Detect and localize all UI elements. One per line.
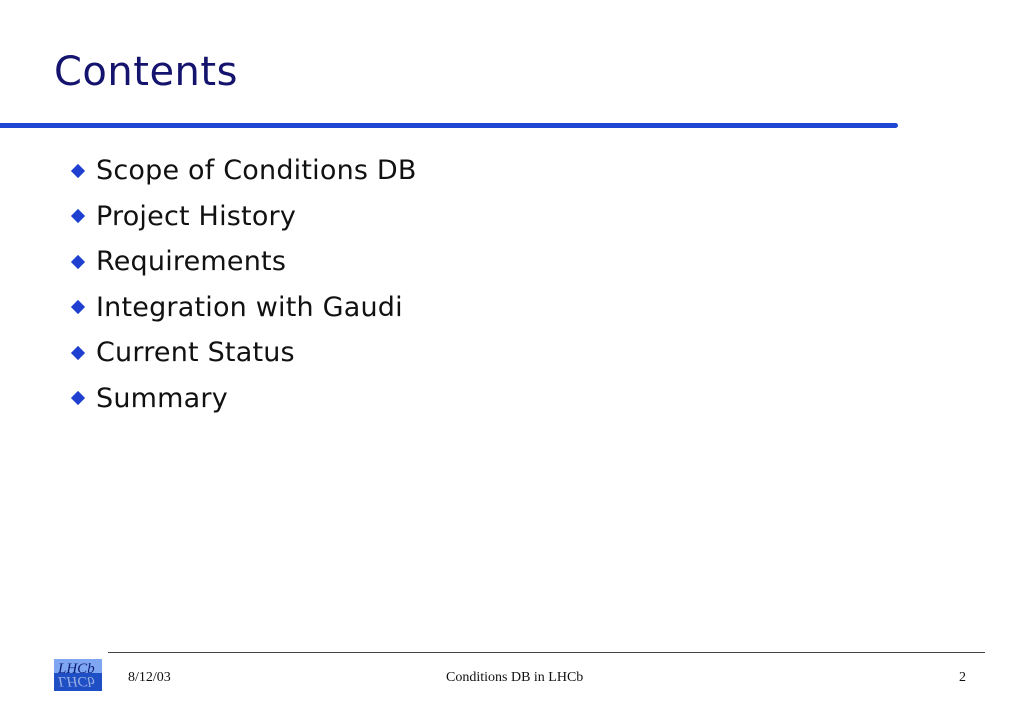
- bullet-text: Scope of Conditions DB: [96, 155, 417, 187]
- bullet-text: Integration with Gaudi: [96, 291, 403, 323]
- bullet-item: [66, 239, 417, 285]
- footer-date: 8/12/03: [128, 670, 171, 685]
- bullet-item: [66, 148, 417, 194]
- footer-title: Conditions DB in LHCb: [446, 670, 584, 685]
- diamond-bullet-icon: [71, 391, 85, 405]
- bullet-item: [66, 194, 417, 240]
- page-number: 2: [959, 670, 966, 685]
- diamond-bullet-icon: [71, 209, 85, 223]
- bullet-item: [66, 376, 417, 422]
- footer-divider: [108, 652, 985, 653]
- bullet-text: Requirements: [96, 246, 287, 278]
- diamond-bullet-icon: [71, 346, 85, 360]
- diamond-bullet-icon: [71, 255, 85, 269]
- logo-text-reflection: LHCb: [58, 673, 95, 689]
- bullet-text: Project History: [96, 200, 297, 232]
- bullet-item: [66, 285, 417, 331]
- lhcb-logo: [54, 659, 102, 691]
- bullet-item: [66, 330, 417, 376]
- bullet-text: Summary: [96, 382, 228, 414]
- diamond-bullet-icon: [71, 164, 85, 178]
- diamond-bullet-icon: [71, 300, 85, 314]
- bullet-text: Current Status: [96, 337, 295, 369]
- slide-title: Contents: [54, 49, 238, 95]
- title-underline: [0, 123, 898, 128]
- bullet-list: [66, 148, 417, 421]
- logo-text: LHCb: [58, 661, 95, 677]
